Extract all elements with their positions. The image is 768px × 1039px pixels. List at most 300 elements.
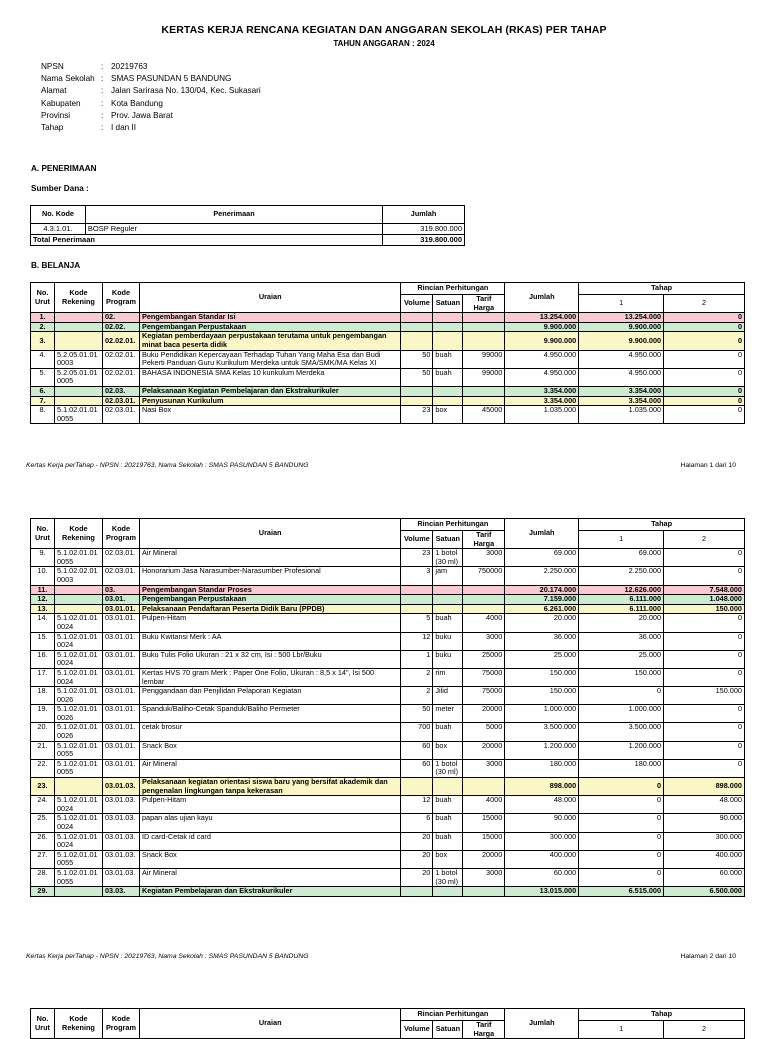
- cell-no: 27.: [31, 850, 55, 868]
- cell-volume: 5: [401, 614, 433, 632]
- info-label: Provinsi: [41, 110, 71, 120]
- cell-tahap-2: 0: [664, 668, 745, 686]
- cell-tahap-1: 6.111.000: [579, 604, 664, 614]
- col-header-satuan: Satuan: [433, 531, 463, 549]
- cell-tarif: 99000: [463, 350, 505, 368]
- col-header-kode-rekening: Kode Rekening: [54, 283, 102, 313]
- cell-volume: 2: [401, 668, 433, 686]
- col-header-kode-program: Kode Program: [102, 1009, 139, 1039]
- cell-volume: 12: [401, 632, 433, 650]
- cell-uraian: Penggandaan dan Penjilidan Pelaporan Kegiatan: [139, 687, 400, 705]
- cell-kode-rekening: [54, 332, 102, 350]
- cell-no: 26.: [31, 832, 55, 850]
- table-row: [31, 313, 745, 323]
- table-row: [31, 614, 745, 632]
- cell-no: 29.: [31, 887, 55, 897]
- penerimaan-jumlah: 319.800.000: [383, 224, 465, 235]
- cell-jumlah: 20.000: [505, 614, 579, 632]
- cell-uraian: Nasi Box: [139, 406, 400, 424]
- table-row: [31, 832, 745, 850]
- cell-tahap-1: 6.111.000: [579, 595, 664, 605]
- cell-no: 8.: [31, 406, 55, 424]
- cell-satuan: buku: [433, 650, 463, 668]
- cell-tahap-1: 4.950.000: [579, 350, 664, 368]
- cell-kode-program: 03.03.: [102, 887, 139, 897]
- cell-kode-rekening: 5.1.02.01.01 0026: [54, 687, 102, 705]
- info-row-school-name: [41, 74, 261, 86]
- cell-satuan: buku: [433, 632, 463, 650]
- cell-tahap-2: 0: [664, 650, 745, 668]
- cell-tarif: 99000: [463, 368, 505, 386]
- cell-no: 11.: [31, 585, 55, 595]
- table-row: [31, 850, 745, 868]
- cell-kode-program: 03.01.01.: [102, 604, 139, 614]
- table-row: [31, 332, 745, 350]
- cell-tarif: [463, 887, 505, 897]
- cell-volume: 60: [401, 759, 433, 777]
- cell-tahap-2: 0: [664, 632, 745, 650]
- cell-satuan: [433, 778, 463, 796]
- table-row: [31, 705, 745, 723]
- cell-kode-program: 02.03.01.: [102, 567, 139, 585]
- cell-kode-program: 03.01.01.: [102, 687, 139, 705]
- school-info: [41, 62, 261, 135]
- info-colon: :: [101, 122, 104, 132]
- cell-uraian: Snack Box: [139, 741, 400, 759]
- cell-jumlah: 7.159.000: [505, 595, 579, 605]
- section-belanja-title: B. BELANJA: [31, 261, 81, 270]
- cell-jumlah: 25.000: [505, 650, 579, 668]
- cell-tahap-2: 6.500.000: [664, 887, 745, 897]
- cell-jumlah: 3.354.000: [505, 386, 579, 396]
- col-header-rincian: Rincian Perhitungan: [401, 519, 505, 531]
- cell-volume: [401, 313, 433, 323]
- cell-kode-program: 03.01.03.: [102, 778, 139, 796]
- cell-tahap-1: 69.000: [579, 549, 664, 567]
- cell-uraian: Pengembangan Standar Proses: [139, 585, 400, 595]
- cell-tarif: 750000: [463, 567, 505, 585]
- cell-uraian: Kegiatan Pembelajaran dan Ekstrakurikuler: [139, 887, 400, 897]
- cell-no: 19.: [31, 705, 55, 723]
- cell-tarif: 4000: [463, 796, 505, 814]
- cell-satuan: box: [433, 850, 463, 868]
- cell-satuan: [433, 332, 463, 350]
- cell-tarif: [463, 386, 505, 396]
- col-header-tahap: Tahap: [579, 1009, 745, 1021]
- cell-volume: 6: [401, 814, 433, 832]
- cell-kode-rekening: 5.1.02.01.01 0055: [54, 759, 102, 777]
- cell-no: 20.: [31, 723, 55, 741]
- col-header-tahap-2: 2: [664, 295, 745, 313]
- cell-kode-program: 02.: [102, 313, 139, 323]
- penerimaan-total-row: [31, 235, 465, 246]
- col-header-rincian: Rincian Perhitungan: [401, 1009, 505, 1021]
- cell-no: 17.: [31, 668, 55, 686]
- cell-jumlah: 13.015.000: [505, 887, 579, 897]
- cell-kode-program: 03.01.03.: [102, 868, 139, 886]
- table-row: [31, 814, 745, 832]
- cell-kode-program: 03.01.03.: [102, 814, 139, 832]
- cell-tahap-2: 0: [664, 386, 745, 396]
- info-label: Kabupaten: [41, 98, 81, 108]
- col-header-jumlah: Jumlah: [505, 1009, 579, 1039]
- cell-tahap-1: 150.000: [579, 668, 664, 686]
- cell-tahap-2: 0: [664, 406, 745, 424]
- table-row: [31, 741, 745, 759]
- cell-tarif: 5000: [463, 723, 505, 741]
- cell-no: 4.: [31, 350, 55, 368]
- cell-satuan: rim: [433, 668, 463, 686]
- cell-kode-program: 02.03.01.: [102, 396, 139, 406]
- cell-kode-program: 03.01.01.: [102, 650, 139, 668]
- cell-kode-rekening: 5.1.02.01.01 0024: [54, 796, 102, 814]
- cell-kode-rekening: 5.1.02.02.01 0003: [54, 567, 102, 585]
- cell-kode-program: 02.02.: [102, 322, 139, 332]
- cell-uraian: Pengembangan Perpustakaan: [139, 322, 400, 332]
- cell-tarif: 3000: [463, 759, 505, 777]
- cell-volume: 2: [401, 687, 433, 705]
- cell-tahap-2: 0: [664, 313, 745, 323]
- col-header-jumlah: Jumlah: [505, 519, 579, 549]
- cell-tahap-1: 0: [579, 814, 664, 832]
- col-header-volume: Volume: [401, 1021, 433, 1039]
- footer-page-number: Halaman 2 dari 10: [680, 953, 736, 960]
- footer-left: Kertas Kerja perTahap - NPSN : 20219763, Nama Sekolah : SMAS PASUNDAN 5 BANDUNG: [26, 462, 309, 469]
- cell-kode-program: 03.01.01.: [102, 705, 139, 723]
- cell-jumlah: 60.000: [505, 868, 579, 886]
- cell-tahap-1: 0: [579, 850, 664, 868]
- cell-uraian: Buku Pendidikan Kepercayaan Terhadap Tuhan Yang Maha Esa dan Budi Pekerti Panduan Guru Kurikulum Merdeka untuk SMA/SMK/MA Kelas XI: [139, 350, 400, 368]
- cell-kode-rekening: 5.1.02.01.01 0024: [54, 632, 102, 650]
- cell-jumlah: 9.900.000: [505, 322, 579, 332]
- col-header-penerimaan: Penerimaan: [85, 206, 382, 224]
- cell-kode-program: 02.02.01.: [102, 332, 139, 350]
- col-header-volume: Volume: [401, 531, 433, 549]
- cell-tarif: 15000: [463, 832, 505, 850]
- cell-jumlah: 400.000: [505, 850, 579, 868]
- cell-jumlah: 4.950.000: [505, 350, 579, 368]
- cell-volume: 3: [401, 567, 433, 585]
- cell-tahap-1: 3.500.000: [579, 723, 664, 741]
- col-header-rincian: Rincian Perhitungan: [401, 283, 505, 295]
- cell-satuan: jam: [433, 567, 463, 585]
- cell-satuan: buah: [433, 814, 463, 832]
- cell-satuan: Jilid: [433, 687, 463, 705]
- table-row: [31, 687, 745, 705]
- col-header-jumlah: Jumlah: [383, 206, 465, 224]
- document-page-3: [0, 1003, 768, 1038]
- cell-uraian: Pulpen-Hitam: [139, 614, 400, 632]
- penerimaan-table: [30, 205, 465, 246]
- cell-tarif: 20000: [463, 741, 505, 759]
- cell-tarif: 75000: [463, 687, 505, 705]
- cell-kode-program: 02.03.01.: [102, 549, 139, 567]
- info-label: NPSN: [41, 62, 64, 71]
- table-row: [31, 650, 745, 668]
- cell-tahap-1: 1.035.000: [579, 406, 664, 424]
- cell-tahap-1: 20.000: [579, 614, 664, 632]
- cell-uraian: Spanduk/Baliho-Cetak Spanduk/Baliho Permeter: [139, 705, 400, 723]
- col-header-uraian: Uraian: [139, 283, 400, 313]
- cell-tahap-2: 90.000: [664, 814, 745, 832]
- document-subtitle: TAHUN ANGGARAN : 2024: [333, 39, 435, 48]
- cell-volume: [401, 332, 433, 350]
- cell-volume: 50: [401, 368, 433, 386]
- cell-tahap-2: 0: [664, 368, 745, 386]
- cell-tarif: 20000: [463, 850, 505, 868]
- cell-kode-program: 02.03.: [102, 386, 139, 396]
- cell-satuan: buah: [433, 832, 463, 850]
- cell-kode-program: 03.01.01.: [102, 668, 139, 686]
- col-header-kode: No. Kode: [31, 206, 86, 224]
- cell-jumlah: 3.354.000: [505, 396, 579, 406]
- col-header-uraian: Uraian: [139, 519, 400, 549]
- table-row: [31, 796, 745, 814]
- cell-volume: 20: [401, 868, 433, 886]
- cell-tahap-1: 12.626.000: [579, 585, 664, 595]
- cell-tarif: 3000: [463, 549, 505, 567]
- document-page-1: [0, 0, 768, 475]
- cell-tahap-2: 150.000: [664, 687, 745, 705]
- cell-kode-rekening: [54, 322, 102, 332]
- info-value: 20219763: [111, 62, 148, 71]
- cell-volume: 1: [401, 650, 433, 668]
- cell-jumlah: 1.200.000: [505, 741, 579, 759]
- cell-uraian: Pengembangan Standar Isi: [139, 313, 400, 323]
- cell-tarif: [463, 585, 505, 595]
- cell-volume: 23: [401, 549, 433, 567]
- cell-tahap-2: 0: [664, 759, 745, 777]
- col-header-satuan: Satuan: [433, 1021, 463, 1039]
- cell-tarif: [463, 595, 505, 605]
- info-row-stage: [41, 123, 261, 135]
- cell-tahap-2: 1.048.000: [664, 595, 745, 605]
- cell-tarif: [463, 313, 505, 323]
- cell-uraian: Pulpen-Hitam: [139, 796, 400, 814]
- cell-satuan: [433, 322, 463, 332]
- penerimaan-header-row: [31, 206, 465, 224]
- cell-kode-program: 03.01.01.: [102, 632, 139, 650]
- cell-kode-rekening: [54, 313, 102, 323]
- table-row: [31, 778, 745, 796]
- col-header-kode-program: Kode Program: [102, 519, 139, 549]
- cell-uraian: Air Mineral: [139, 868, 400, 886]
- cell-jumlah: 9.900.000: [505, 332, 579, 350]
- cell-uraian: cetak brosur: [139, 723, 400, 741]
- cell-no: 14.: [31, 614, 55, 632]
- penerimaan-nama: BOSP Reguler: [85, 224, 382, 235]
- cell-tahap-1: 0: [579, 778, 664, 796]
- cell-kode-rekening: 5.2.05.01.01 0003: [54, 350, 102, 368]
- cell-volume: [401, 585, 433, 595]
- cell-uraian: Air Mineral: [139, 549, 400, 567]
- cell-kode-rekening: [54, 595, 102, 605]
- document-title: KERTAS KERJA RENCANA KEGIATAN DAN ANGGARAN SEKOLAH (RKAS) PER TAHAP: [161, 24, 607, 36]
- cell-jumlah: 898.000: [505, 778, 579, 796]
- cell-tahap-2: 0: [664, 396, 745, 406]
- cell-tahap-2: 0: [664, 332, 745, 350]
- cell-satuan: [433, 585, 463, 595]
- cell-tarif: 20000: [463, 705, 505, 723]
- cell-jumlah: 180.000: [505, 759, 579, 777]
- cell-tarif: 4000: [463, 614, 505, 632]
- info-row-npsn: [41, 62, 261, 74]
- info-colon: :: [101, 62, 104, 71]
- col-header-tahap-1: 1: [579, 1021, 664, 1039]
- cell-volume: 20: [401, 832, 433, 850]
- cell-jumlah: 69.000: [505, 549, 579, 567]
- cell-satuan: buah: [433, 796, 463, 814]
- cell-satuan: [433, 887, 463, 897]
- cell-satuan: box: [433, 406, 463, 424]
- cell-kode-program: 03.01.03.: [102, 850, 139, 868]
- cell-tahap-2: 400.000: [664, 850, 745, 868]
- col-header-satuan: Satuan: [433, 295, 463, 313]
- cell-tahap-2: 7.548.000: [664, 585, 745, 595]
- table-row: [31, 322, 745, 332]
- belanja-header-row-1: [31, 283, 745, 295]
- belanja-table-page-1: [30, 282, 745, 424]
- info-row-regency: [41, 99, 261, 111]
- col-header-tarif: Tarif Harga: [463, 1021, 505, 1039]
- cell-tahap-2: 150.000: [664, 604, 745, 614]
- belanja-table-page-2: [30, 518, 745, 897]
- cell-tahap-1: 9.900.000: [579, 322, 664, 332]
- cell-kode-program: 02.03.01.: [102, 406, 139, 424]
- cell-satuan: meter: [433, 705, 463, 723]
- cell-tahap-1: 0: [579, 796, 664, 814]
- cell-kode-rekening: 5.1.02.01.01 0055: [54, 406, 102, 424]
- info-colon: :: [101, 86, 104, 96]
- cell-tarif: 15000: [463, 814, 505, 832]
- cell-jumlah: 300.000: [505, 832, 579, 850]
- cell-kode-rekening: 5.1.02.01.01 0024: [54, 650, 102, 668]
- info-colon: :: [101, 74, 104, 84]
- cell-volume: [401, 322, 433, 332]
- cell-tahap-2: 898.000: [664, 778, 745, 796]
- cell-tahap-1: 13.254.000: [579, 313, 664, 323]
- info-value: Kota Bandung: [111, 98, 163, 108]
- cell-volume: 23: [401, 406, 433, 424]
- info-row-address: [41, 86, 261, 98]
- cell-jumlah: 150.000: [505, 687, 579, 705]
- cell-jumlah: 90.000: [505, 814, 579, 832]
- cell-satuan: [433, 313, 463, 323]
- cell-jumlah: 4.950.000: [505, 368, 579, 386]
- cell-kode-rekening: 5.1.02.01.01 0024: [54, 668, 102, 686]
- col-header-kode-rekening: Kode Rekening: [54, 1009, 102, 1039]
- col-header-tarif: Tarif Harga: [463, 295, 505, 313]
- col-header-volume: Volume: [401, 295, 433, 313]
- info-colon: :: [101, 98, 104, 108]
- col-header-no: No. Urut: [31, 519, 55, 549]
- cell-satuan: 1 botol (30 ml): [433, 759, 463, 777]
- cell-no: 18.: [31, 687, 55, 705]
- cell-uraian: Buku Kwitansi Merk : AA: [139, 632, 400, 650]
- cell-kode-rekening: 5.1.02.01.01 0024: [54, 832, 102, 850]
- cell-tarif: 75000: [463, 668, 505, 686]
- col-header-tahap-2: 2: [664, 531, 745, 549]
- cell-satuan: box: [433, 741, 463, 759]
- section-penerimaan-title: A. PENERIMAAN: [31, 164, 97, 173]
- cell-uraian: Kegiatan pemberdayaan perpustakaan terutama untuk pengembangan minat baca peserta didik: [139, 332, 400, 350]
- cell-kode-rekening: [54, 778, 102, 796]
- cell-uraian: Pelaksanaan Kegiatan Pembelajaran dan Ekstrakurikuler: [139, 386, 400, 396]
- info-value: Jalan Sarirasa No. 130/04, Kec. Sukasari: [111, 86, 261, 96]
- col-header-kode-program: Kode Program: [102, 283, 139, 313]
- cell-no: 1.: [31, 313, 55, 323]
- cell-satuan: buah: [433, 723, 463, 741]
- cell-no: 7.: [31, 396, 55, 406]
- cell-no: 13.: [31, 604, 55, 614]
- cell-volume: [401, 887, 433, 897]
- table-row: [31, 368, 745, 386]
- cell-tahap-2: 48.000: [664, 796, 745, 814]
- table-row: [31, 759, 745, 777]
- cell-tarif: [463, 322, 505, 332]
- cell-tahap-1: 9.900.000: [579, 332, 664, 350]
- cell-jumlah: 2.250.000: [505, 567, 579, 585]
- cell-tarif: [463, 332, 505, 350]
- cell-kode-rekening: 5.1.02.01.01 0055: [54, 741, 102, 759]
- cell-tarif: 3000: [463, 632, 505, 650]
- cell-uraian: Pelaksanaan Pendaftaran Peserta Didik Baru (PPDB): [139, 604, 400, 614]
- table-row: [31, 350, 745, 368]
- cell-jumlah: 13.254.000: [505, 313, 579, 323]
- cell-kode-program: 03.01.01.: [102, 759, 139, 777]
- col-header-tahap: Tahap: [579, 283, 745, 295]
- cell-no: 12.: [31, 595, 55, 605]
- cell-no: 3.: [31, 332, 55, 350]
- cell-tahap-1: 3.354.000: [579, 386, 664, 396]
- cell-volume: [401, 595, 433, 605]
- cell-satuan: [433, 595, 463, 605]
- cell-satuan: buah: [433, 614, 463, 632]
- cell-kode-program: 03.01.01.: [102, 723, 139, 741]
- col-header-tarif: Tarif Harga: [463, 531, 505, 549]
- cell-no: 28.: [31, 868, 55, 886]
- total-penerimaan-label: Total Penerimaan: [31, 235, 383, 246]
- info-value: I dan II: [111, 122, 137, 132]
- cell-tahap-1: 2.250.000: [579, 567, 664, 585]
- cell-tahap-1: 180.000: [579, 759, 664, 777]
- cell-volume: 12: [401, 796, 433, 814]
- cell-jumlah: 1.000.000: [505, 705, 579, 723]
- cell-satuan: buah: [433, 368, 463, 386]
- cell-tahap-2: 0: [664, 741, 745, 759]
- cell-kode-rekening: 5.1.02.01.01 0055: [54, 549, 102, 567]
- cell-tahap-2: 0: [664, 549, 745, 567]
- cell-kode-rekening: 5.1.02.01.01 0055: [54, 850, 102, 868]
- cell-no: 9.: [31, 549, 55, 567]
- cell-tarif: 3000: [463, 868, 505, 886]
- cell-tahap-1: 25.000: [579, 650, 664, 668]
- table-row: [31, 406, 745, 424]
- col-header-kode-rekening: Kode Rekening: [54, 519, 102, 549]
- table-row: [31, 668, 745, 686]
- info-label: Tahap: [41, 122, 64, 132]
- cell-uraian: BAHASA INDONESIA SMA Kelas 10 kurikulum Merdeka: [139, 368, 400, 386]
- cell-kode-rekening: [54, 585, 102, 595]
- cell-tahap-2: 0: [664, 567, 745, 585]
- cell-jumlah: 3.500.000: [505, 723, 579, 741]
- col-header-tahap-1: 1: [579, 295, 664, 313]
- table-row: [31, 386, 745, 396]
- cell-tahap-1: 6.515.000: [579, 887, 664, 897]
- col-header-jumlah: Jumlah: [505, 283, 579, 313]
- cell-uraian: papan alas ujian kayu: [139, 814, 400, 832]
- cell-satuan: [433, 386, 463, 396]
